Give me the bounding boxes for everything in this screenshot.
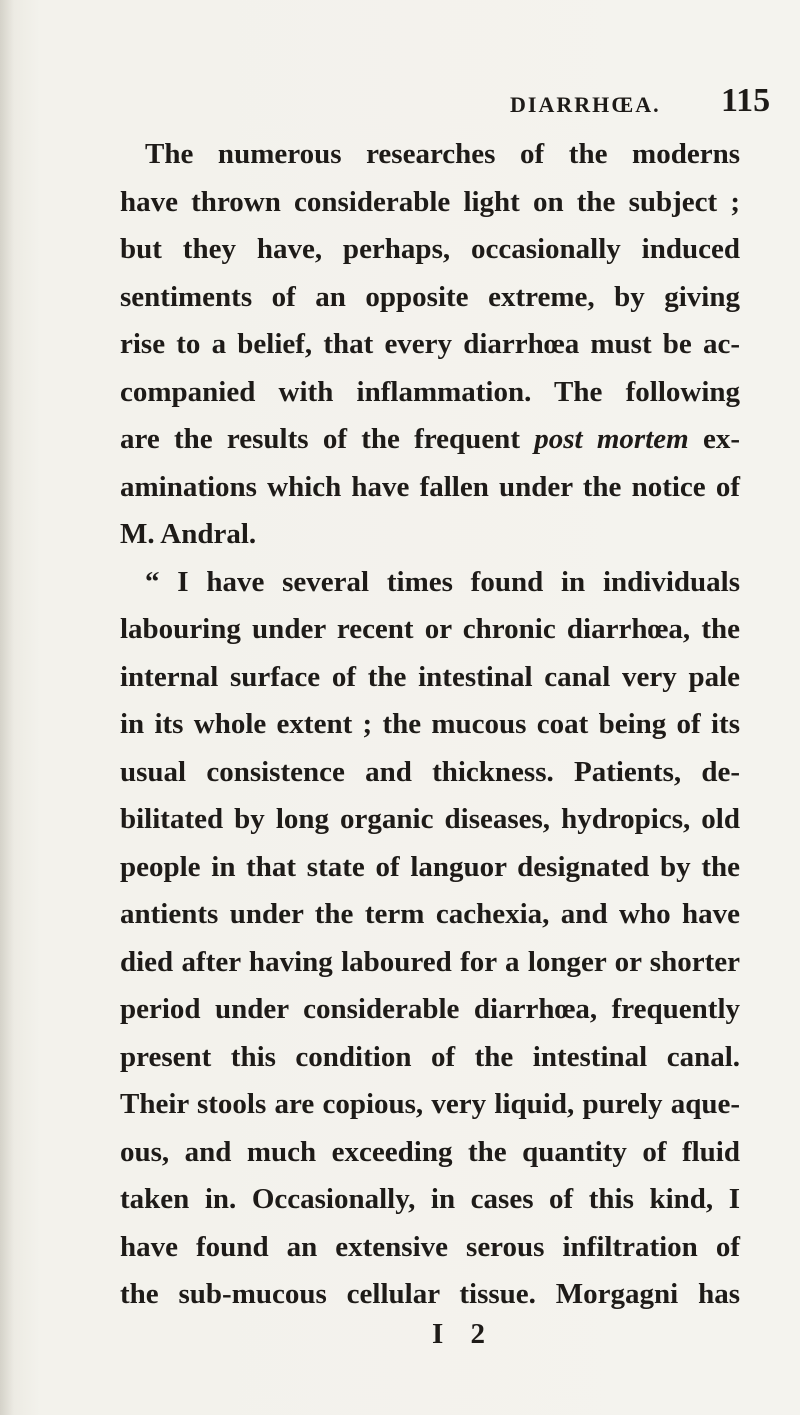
text-line: antients under the term cachexia, and who have xyxy=(120,898,740,930)
text-line: taken in. Occasionally, in cases of this kind, I xyxy=(120,1183,740,1215)
running-head xyxy=(0,82,800,128)
text-line: “ I have several times found in individuals xyxy=(145,565,740,598)
text-line: sentiments of an opposite extreme, by giving xyxy=(120,280,740,313)
running-head-title: DIARRHŒA. xyxy=(510,92,661,117)
text-line: companied with inflammation. The following xyxy=(120,375,740,408)
text-line: Their stools are copious, very liquid, purely aque- xyxy=(120,1088,740,1120)
text-line: have found an extensive serous infiltration of xyxy=(120,1230,740,1263)
text-segment: are the results of the frequent xyxy=(120,423,535,455)
text-line xyxy=(120,421,740,457)
text-line: internal surface of the intestinal canal very pale xyxy=(120,660,740,693)
text-line: but they have, perhaps, occasionally induced xyxy=(120,233,740,265)
text-line: labouring under recent or chronic diarrhœa, the xyxy=(120,613,740,645)
text-segment: ex- xyxy=(688,423,741,455)
text-line: bilitated by long organic diseases, hydropics, old xyxy=(120,803,740,835)
text-line: ous, and much exceeding the quantity of fluid xyxy=(120,1135,740,1168)
text-line: have thrown considerable light on the subject ; xyxy=(120,185,740,218)
text-line: M. Andral. xyxy=(120,518,257,550)
text-line: aminations which have fallen under the notice of xyxy=(120,470,740,503)
text-line: The numerous researches of the moderns xyxy=(145,138,740,170)
text-line: usual consistence and thickness. Patients, de- xyxy=(120,755,740,788)
text-line: in its whole extent ; the mucous coat being of its xyxy=(120,708,740,740)
signature-mark: I 2 xyxy=(432,1318,496,1350)
text-line: the sub-mucous cellular tissue. Morgagni has xyxy=(120,1278,740,1310)
text-line: present this condition of the intestinal canal. xyxy=(120,1040,740,1073)
page-number: 115 xyxy=(721,82,771,119)
italic-phrase: post mortem xyxy=(534,423,689,455)
page-gutter-shadow xyxy=(0,0,14,1415)
text-line: period under considerable diarrhœa, frequently xyxy=(120,993,740,1025)
text-line: people in that state of languor designated by the xyxy=(120,850,740,883)
text-line: died after having laboured for a longer or shorter xyxy=(120,945,740,978)
text-line: rise to a belief, that every diarrhœa must be ac- xyxy=(120,328,740,360)
